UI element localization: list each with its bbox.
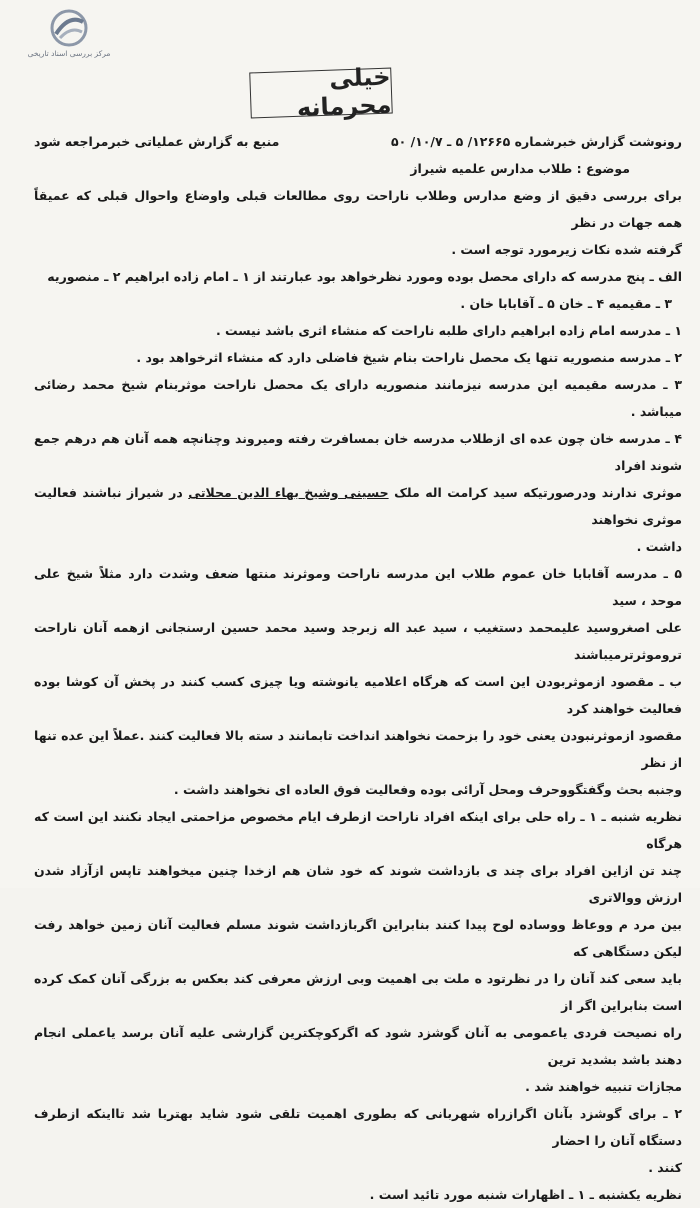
report-header	[34, 128, 682, 155]
section-be-line-3: وجنبه بحث وگفتگووحرف ومحل آرائی بوده وفعالیت فوق العاده ای نخواهند داشت .	[173, 782, 682, 797]
intro-line-1: برای بررسی دقیق از وضع مدارس وطلاب ناراحت روی مطالعات قبلی واوضاع واحوال قبلی که عمیقاً همه جهات در نظر	[34, 188, 682, 230]
item-5-line-1: ۵ ـ مدرسه آقابابا خان عموم طلاب این مدرسه ناراحت وموثرند منتها ضعف وشدت دارد مثلاً شیخ علی موحد ، سید	[34, 566, 682, 608]
opinion-saturday-line-1: نظریه شنبه ـ ۱ ـ راه حلی برای اینکه افراد ناراحت ازطرف ایام مخصوص مزاحمتی ایجاد نکنند این است که هرگاه	[34, 809, 683, 851]
report-source: منبع به گزارش عملیاتی خبرمراجعه شود	[34, 134, 280, 149]
classification-stamp: خیلی محرمانه	[249, 68, 393, 119]
report-subject: موضوع : طلاب مدارس علمیه شیراز	[410, 161, 630, 176]
opinion-saturday-line-4: باید سعی کند آنان را در نظرتود ه ملت بی اهمیت وبی ارزش معرفی کند بعکس به بزرگی آنان کمک کرده است بنابراین اگر از	[34, 971, 682, 1013]
item-4-underlined-names: حسینی وشیخ بهاء الدین محلاتی	[188, 485, 389, 500]
section-alef-line-2: ۳ ـ مقیمیه ۴ ـ خان ۵ ـ آقابابا خان .	[460, 296, 672, 311]
report-reference: رونوشت گزارش خبرشماره ۱۲۶۶۵/ ۵ ـ ۱۰/۷/ ۵۰	[390, 134, 682, 149]
report-body	[34, 128, 682, 1208]
point-2-line-1: ۲ ـ برای گوشزد بآنان اگرازراه شهربانی که بطوری اهمیت تلقی شود شاید بهتربا شد تااینکه ازطرف دستگاه آنان را احضار	[34, 1106, 682, 1148]
opinion-saturday-line-5: راه نصیحت فردی یاعمومی به آنان گوشزد شود که اگرکوچکترین گزارشی علیه آنان برسد یاعملی انجام دهند باشد بشدید ترین	[34, 1025, 682, 1067]
section-alef-line-1: الف ـ پنج مدرسه که دارای محصل بوده ومورد نظرخواهد بود عبارتند از ۱ ـ امام زاده ابراهیم ۲ ـ منصوریه	[47, 269, 682, 284]
item-4-line-2	[34, 479, 682, 533]
item-1: ۱ ـ مدرسه امام زاده ابراهیم دارای طلبه ناراحت که منشاء اثری باشد نیست .	[215, 323, 682, 338]
section-be-line-1: ب ـ مقصود ازموثربودن این است که هرگاه اعلامیه یانوشته ویا چیزی کسب کنند در پخش آن کوشا بوده فعالیت خواهند کرد	[34, 674, 682, 716]
opinion-saturday-line-6: مجازات تنبیه خواهند شد .	[525, 1079, 682, 1094]
item-4-line-2b: در شیراز نباشند فعالیت موثری نخواهند	[34, 485, 682, 527]
opinion-saturday-line-3: بین مرد م ووعاظ ووساده لوح پیدا کنند بنابراین اگربازداشت شوند مسلم فعالیت آنان زمین خواهد رفت لیکن دستگاهی که	[34, 917, 682, 959]
archive-logo-icon	[46, 8, 92, 48]
opinion-saturday-line-2: چند تن ازاین افراد برای چند ی بازداشت شوند که خود شان هم ازخدا چنین میخواهند تاپس ازآزاد شدن ارزش ووالاتری	[34, 863, 682, 905]
section-be-line-2: مقصود ازموثرنبودن یعنی خود را بزحمت نخواهند انداخت تابمانند د سته بالا فعالیت کنند .عملاً این عده تنها از نظر	[34, 728, 682, 770]
archive-logo	[14, 8, 124, 70]
item-4-line-3: داشت .	[636, 539, 682, 554]
archive-logo-caption: مرکز بررسی اسناد تاریخی	[27, 49, 111, 58]
item-3: ۳ ـ مدرسه مقیمیه این مدرسه نیزمانند منصوریه دارای یک محصل ناراحت موثربنام شیخ محمد رضائی میباشد .	[34, 377, 682, 419]
intro-line-2: گرفته شده نکات زیرمورد توجه است .	[451, 242, 682, 257]
point-2-line-2: کنند .	[648, 1160, 682, 1175]
item-4-line-2a: موثری ندارند ودرصورتیکه سید کرامت اله ملک	[388, 485, 682, 500]
opinion-sunday: نظریه یکشنبه ـ ۱ ـ اظهارات شنبه مورد تائید است .	[369, 1187, 682, 1202]
item-2: ۲ ـ مدرسه منصوریه تنها یک محصل ناراحت بنام شیخ فاضلی دارد که منشاء اثرخواهد بود .	[136, 350, 682, 365]
item-4-line-1: ۴ ـ مدرسه خان چون عده ای ازطلاب مدرسه خان بمسافرت رفته ومیروند وچنانچه همه آنان هم درهم جمع شوند افراد	[34, 431, 682, 473]
item-5-line-2: علی اصغروسید علیمحمد دستغیب ، سید عبد اله زبرجد وسید محمد حسین ارسنجانی ازهمه آنان ناراحت تروموثرترمیباشند	[34, 620, 682, 662]
